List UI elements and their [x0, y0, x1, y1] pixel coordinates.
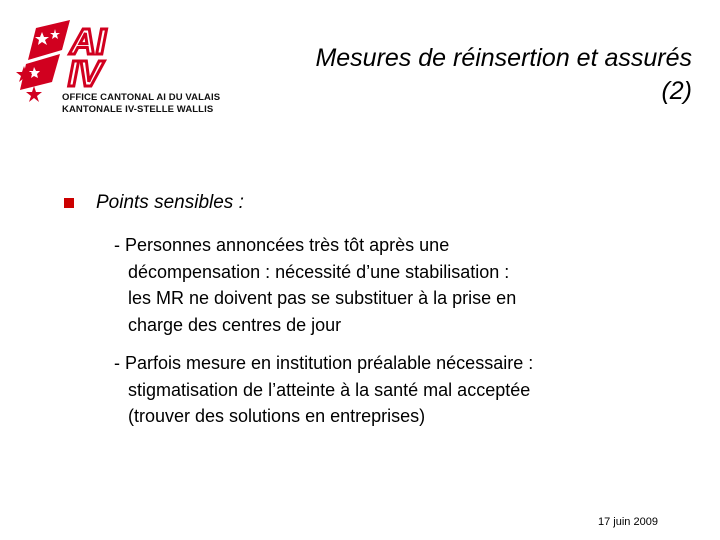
list-item: [114, 232, 516, 338]
logo-line-1: OFFICE CANTONAL AI DU VALAIS: [62, 92, 221, 103]
section-heading: [64, 192, 244, 214]
item-line: - Parfois mesure en institution préalable nécessaire :: [114, 353, 534, 373]
item-line: charge des centres de jour: [128, 314, 342, 335]
square-bullet-icon: [64, 198, 74, 208]
logo-line-2: KANTONALE IV-STELLE WALLIS: [62, 104, 214, 115]
title-line-1: Mesures de réinsertion et assurés: [315, 44, 692, 72]
svg-text:AI: AI: [70, 21, 106, 62]
item-line: (trouver des solutions en entreprises): [128, 406, 426, 426]
footer-date: 17 juin 2009: [598, 516, 658, 528]
item-line: - Personnes annoncées très tôt après une: [114, 235, 450, 255]
item-line: les MR ne doivent pas se substituer à la prise en: [128, 288, 517, 308]
title-line-2: (2): [661, 77, 692, 105]
slide-title: [172, 42, 692, 108]
item-line: stigmatisation de l’atteinte à la santé mal acceptée: [128, 379, 531, 400]
list-item: [114, 350, 533, 430]
item-line: décompensation : nécessité d’une stabilisation :: [128, 261, 510, 282]
heading-text: Points sensibles :: [96, 192, 244, 213]
svg-text:IV: IV: [68, 53, 103, 94]
